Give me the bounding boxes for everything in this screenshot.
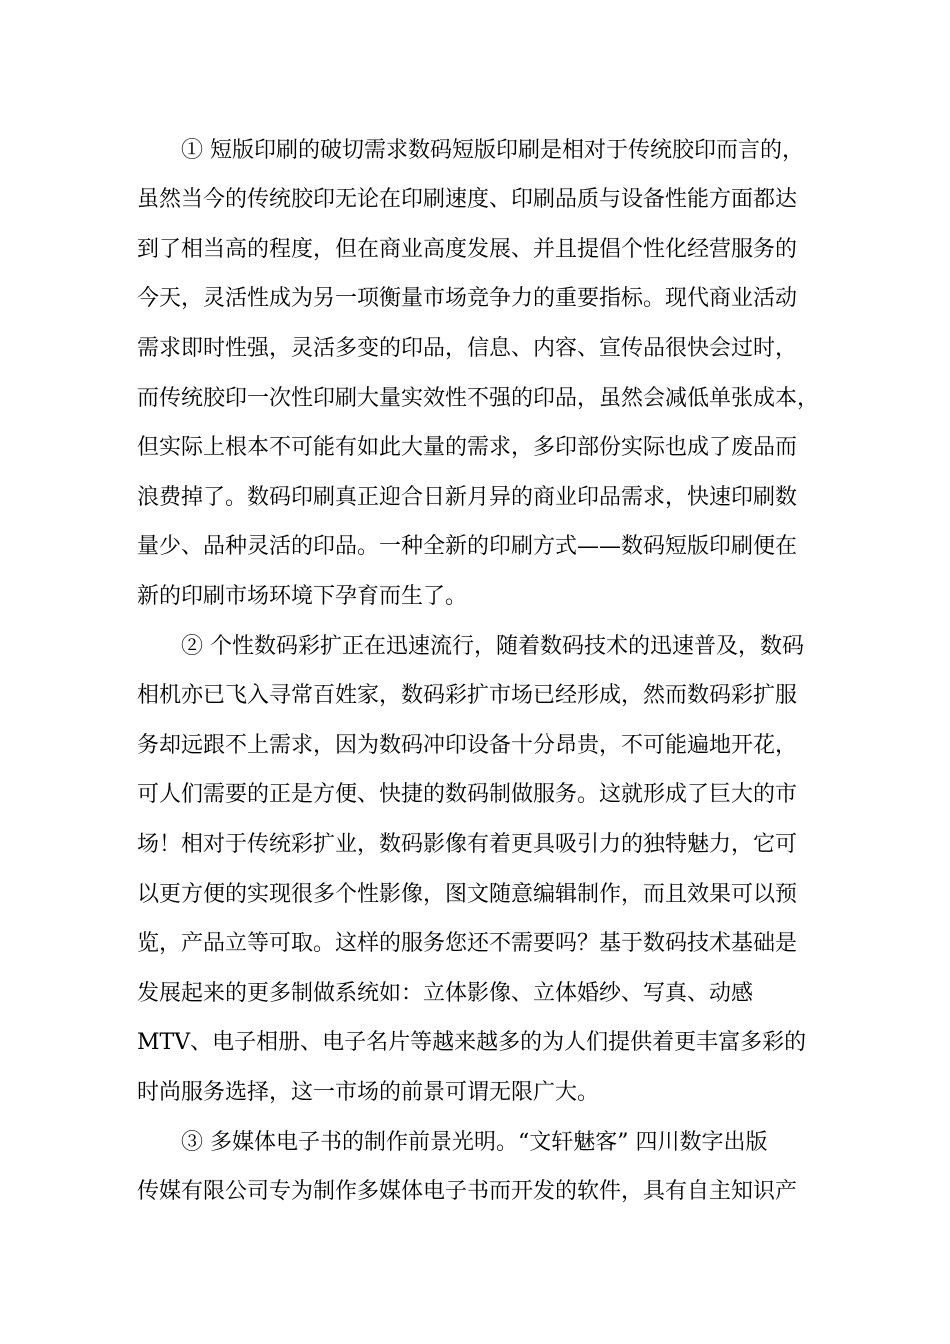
paragraph-line: 务却远跟不上需求，因为数码冲印设备十分昂贵，不可能遍地开花， (137, 733, 798, 758)
paragraph-line: 虽然当今的传统胶印无论在印刷速度、印刷品质与设备性能方面都达 (137, 187, 798, 212)
paragraph-line: 览，产品立等可取。这样的服务您还不需要吗？基于数码技术基础是 (137, 931, 798, 956)
paragraph-line: ① 短版印刷的破切需求数码短版印刷是相对于传统胶印而言的， (181, 138, 804, 163)
paragraph-line: ② 个性数码彩扩正在迅速流行，随着数码技术的迅速普及，数码 (181, 634, 804, 659)
paragraph-line: 浪费掉了。数码印刷真正迎合日新月异的商业印品需求，快速印刷数 (137, 485, 798, 510)
paragraph-line: 相机亦已飞入寻常百姓家，数码彩扩市场已经形成，然而数码彩扩服 (137, 683, 798, 708)
paragraph-line: 以更方便的实现很多个性影像，图文随意编辑制作，而且效果可以预 (137, 882, 798, 907)
paragraph-line: 而传统胶印一次性印刷大量实效性不强的印品，虽然会减低单张成本， (137, 386, 820, 411)
paragraph-line: 新的印刷市场环境下孕育而生了。 (137, 584, 468, 609)
paragraph-line: 传媒有限公司专为制作多媒体电子书而开发的软件，具有自主知识产 (137, 1179, 798, 1204)
paragraph-line: 发展起来的更多制做系统如：立体影像、立体婚纱、写真、动感 (137, 981, 754, 1006)
paragraph-line: 到了相当高的程度，但在商业高度发展、并且提倡个性化经营服务的 (137, 237, 798, 262)
paragraph-line: MTV、电子相册、电子名片等越来越多的为人们提供着更丰富多彩的 (137, 1030, 807, 1055)
paragraph-line: 时尚服务选择，这一市场的前景可谓无限广大。 (137, 1080, 600, 1105)
paragraph-line: 但实际上根本不可能有如此大量的需求，多印部份实际也成了废品而 (137, 435, 798, 460)
paragraph-line: ③ 多媒体电子书的制作前景光明。“文轩魅客” 四川数字出版 (181, 1130, 768, 1155)
paragraph-line: 需求即时性强，灵活多变的印品，信息、内容、宣传品很快会过时， (137, 336, 798, 361)
paragraph-line: 今天，灵活性成为另一项衡量市场竞争力的重要指标。现代商业活动 (137, 286, 798, 311)
paragraph-line: 量少、品种灵活的印品。一种全新的印刷方式——数码短版印刷便在 (137, 534, 798, 559)
paragraph-line: 场！相对于传统彩扩业，数码影像有着更具吸引力的独特魅力，它可 (137, 832, 798, 857)
paragraph-line: 可人们需要的正是方便、快捷的数码制做服务。这就形成了巨大的市 (137, 782, 798, 807)
